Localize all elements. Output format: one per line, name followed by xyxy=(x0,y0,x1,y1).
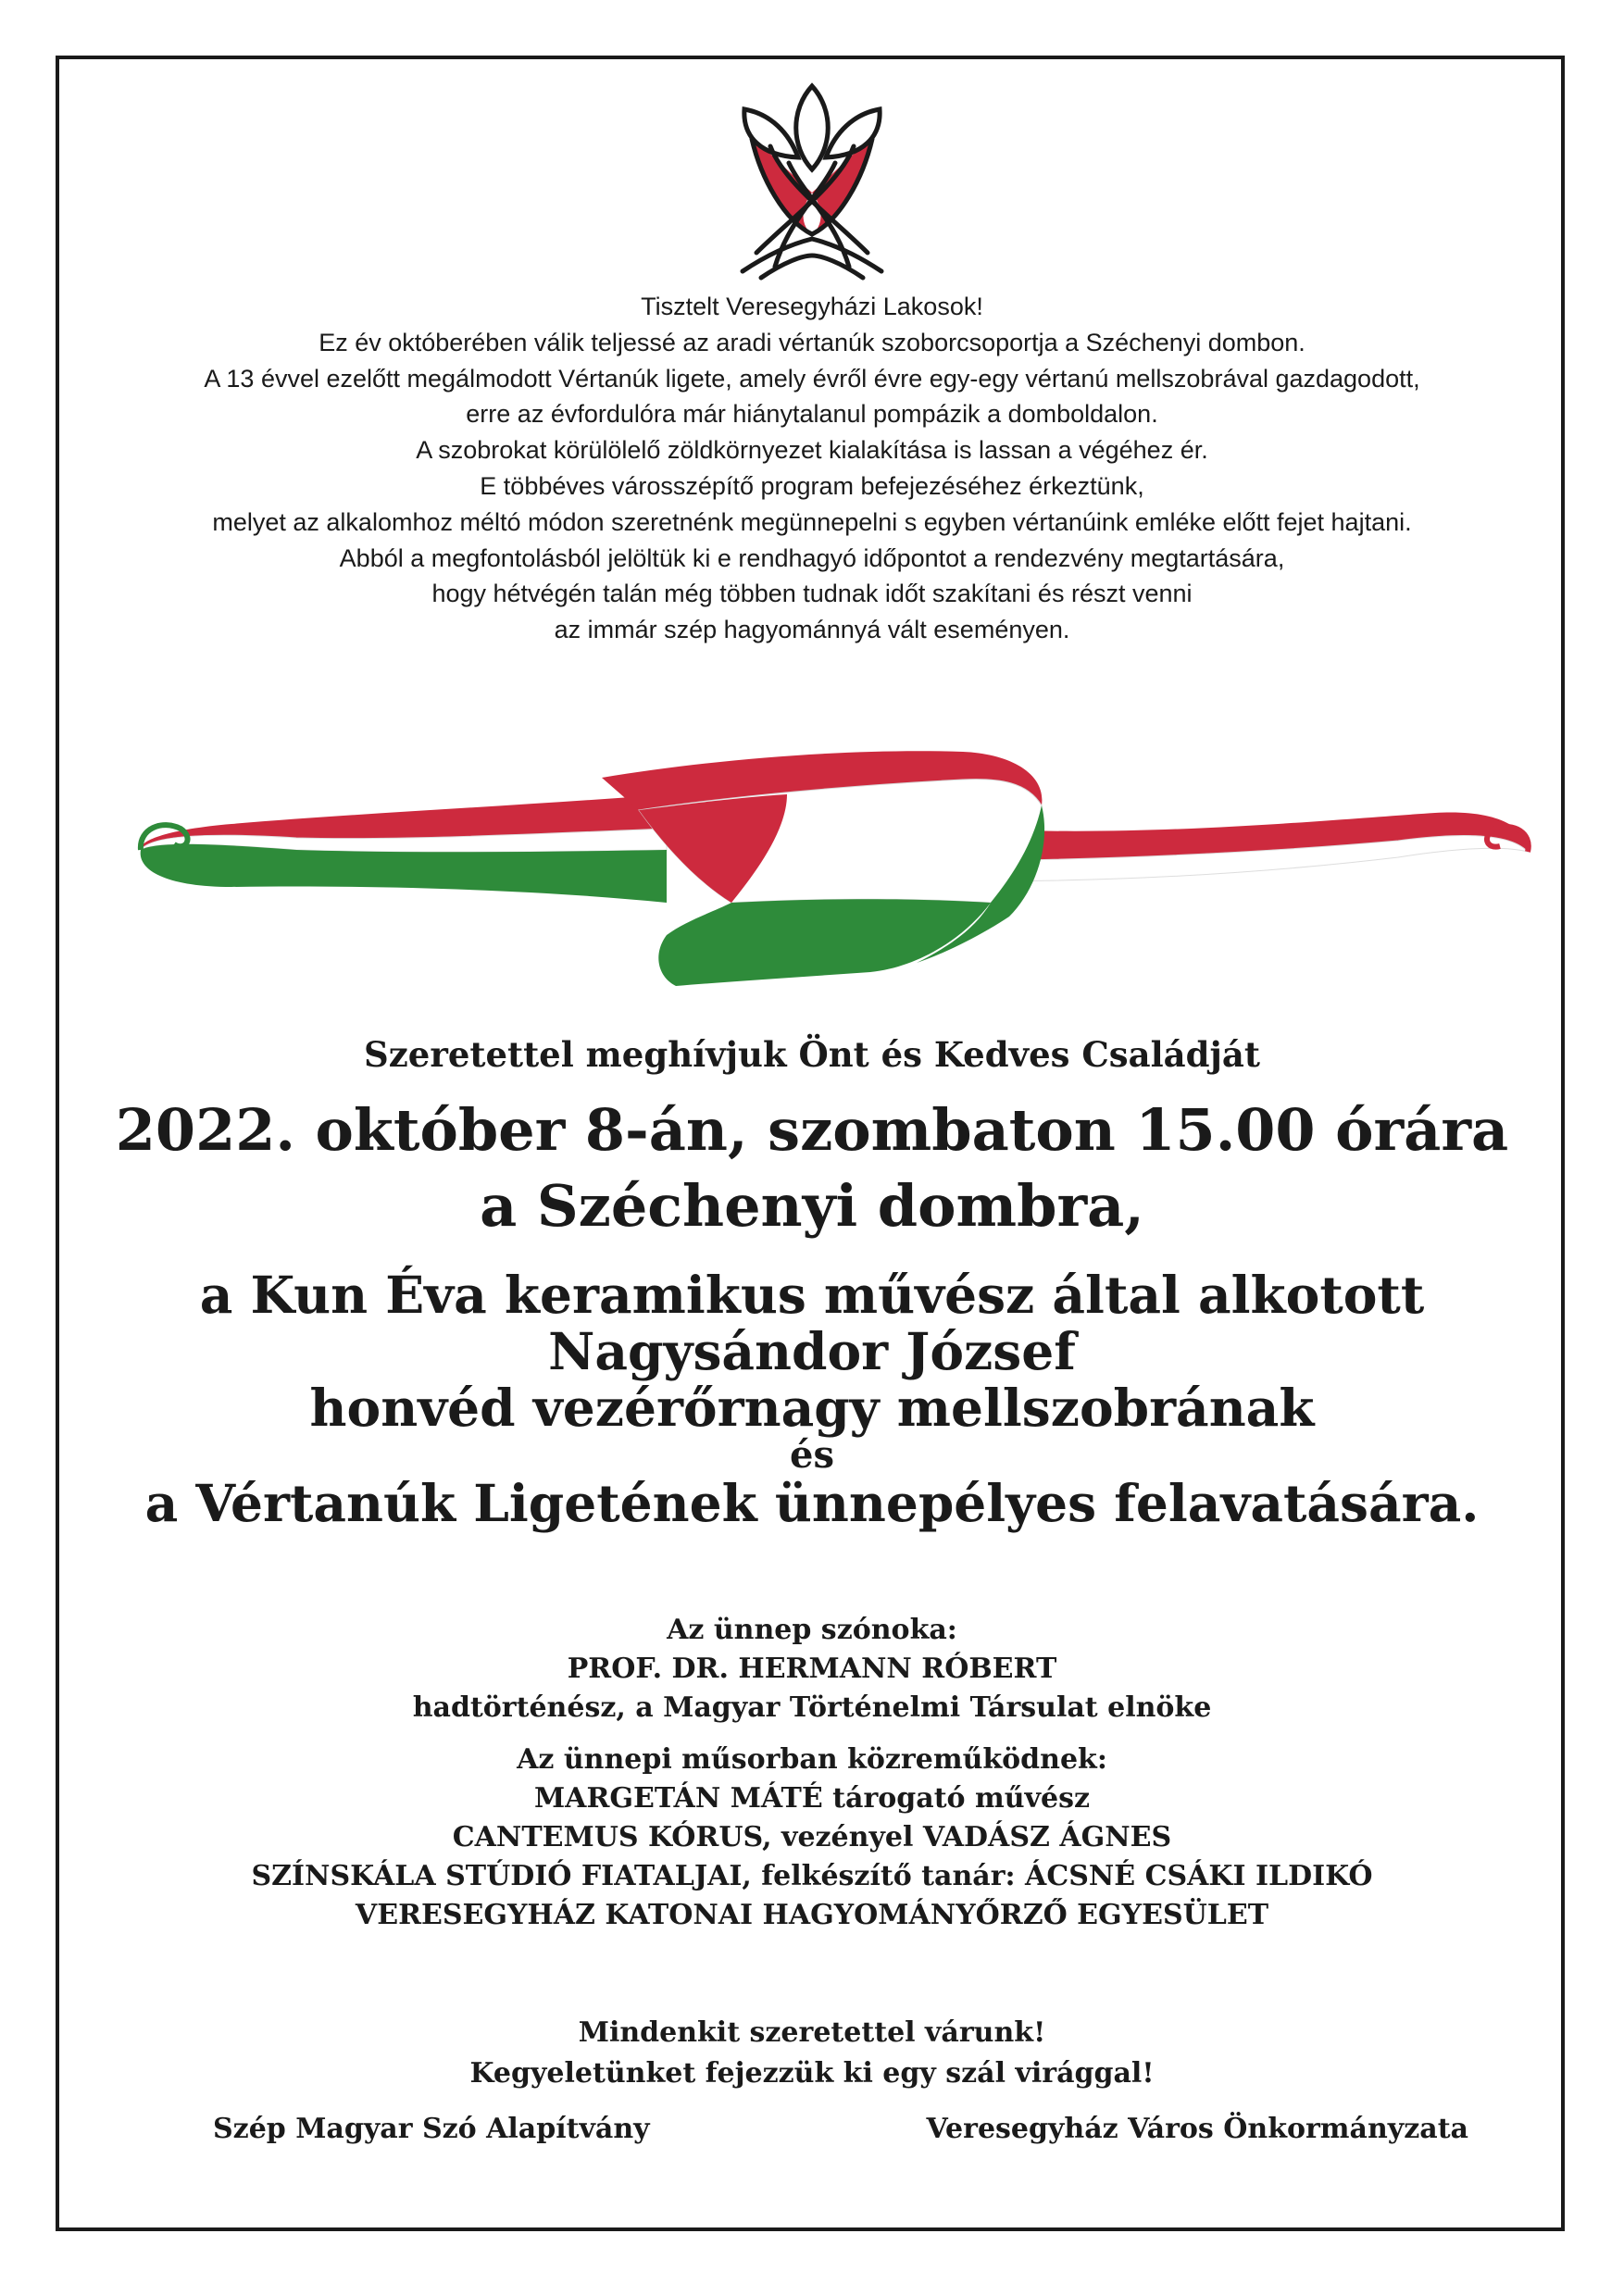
intro-line: Tisztelt Veresegyházi Lakosok! xyxy=(641,293,983,320)
program-section xyxy=(83,1611,1541,1935)
intro-line: Abból a megfontolásból jelöltük ki e rendhagyó időpontot a rendezvény megtartására, xyxy=(339,543,1285,572)
intro-line: az immár szép hagyománnyá vált eseményen. xyxy=(554,616,1070,644)
description-line: honvéd vezérőrnagy mellszobrának xyxy=(309,1378,1315,1438)
speaker-name: PROF. DR. HERMANN RÓBERT xyxy=(567,1653,1057,1685)
organizer-right: Veresegyház Város Önkormányzata xyxy=(926,2113,1468,2145)
description-line: a Kun Éva keramikus művész által alkotott xyxy=(199,1265,1425,1325)
date-line: 2022. október 8-án, szombaton 15.00 órára xyxy=(115,1096,1509,1164)
tulip-logo-icon xyxy=(733,81,891,281)
event-headline xyxy=(83,1092,1541,1244)
place-line: a Széchenyi dombra, xyxy=(480,1172,1144,1240)
performer-item: CANTEMUS KÓRUS, vezényel VADÁSZ ÁGNES xyxy=(452,1821,1172,1853)
tricolor-ribbon-icon xyxy=(83,741,1546,1000)
speaker-label: Az ünnep szónoka: xyxy=(667,1614,957,1646)
intro-line: E többéves városszépítő program befejezéséhez érkeztünk, xyxy=(480,471,1144,500)
intro-line: Ez év októberében válik teljessé az aradi vértanúk szoborcsoportja a Széchenyi dombon. xyxy=(319,328,1305,356)
intro-line: erre az évfordulóra már hiánytalanul pompázik a domboldalon. xyxy=(466,400,1158,429)
intro-line: A szobrokat körülölelő zöldkörnyezet kialakítása is lassan a végéhez ér. xyxy=(416,436,1208,465)
performers-label: Az ünnepi műsorban közreműködnek: xyxy=(517,1743,1107,1776)
description-line: Nagysándor József xyxy=(548,1321,1076,1381)
organizer-left: Szép Magyar Szó Alapítvány xyxy=(213,2113,650,2145)
performer-item: SZÍNSKÁLA STÚDIÓ FIATALJAI, felkészítő tanár: ÁCSNÉ CSÁKI ILDIKÓ xyxy=(251,1860,1373,1892)
closing-text xyxy=(83,2013,1541,2094)
intro-line: hogy hétvégén talán még többen tudnak időt szakítani és részt venni xyxy=(431,580,1193,608)
invitation-lead: Szeretettel meghívjuk Önt és Kedves Családját xyxy=(364,1034,1260,1075)
closing-line: Mindenkit szeretettel várunk! xyxy=(578,2016,1046,2049)
conjunction: és xyxy=(790,1433,834,1477)
closing-line: Kegyeletünket fejezzük ki egy szál virággal! xyxy=(469,2057,1155,2090)
event-description xyxy=(83,1267,1541,1531)
performer-item: VERESEGYHÁZ KATONAI HAGYOMÁNYŐRZŐ EGYESÜLET xyxy=(355,1899,1269,1931)
description-line: a Vértanúk Ligetének ünnepélyes felavatására. xyxy=(144,1473,1480,1533)
performer-item: MARGETÁN MÁTÉ tárogató művész xyxy=(533,1782,1091,1815)
intro-text xyxy=(83,289,1541,648)
intro-line: A 13 évvel ezelőtt megálmodott Vértanúk ligete, amely évről évre egy-egy vértanú mellszobrával gazdagodott, xyxy=(204,364,1420,393)
intro-line: melyet az alkalomhoz méltó módon szeretnénk megünnepelni s egyben vértanúink emléke előtt fejet hajtani. xyxy=(212,507,1412,536)
speaker-title: hadtörténész, a Magyar Történelmi Társulat elnöke xyxy=(412,1691,1212,1724)
